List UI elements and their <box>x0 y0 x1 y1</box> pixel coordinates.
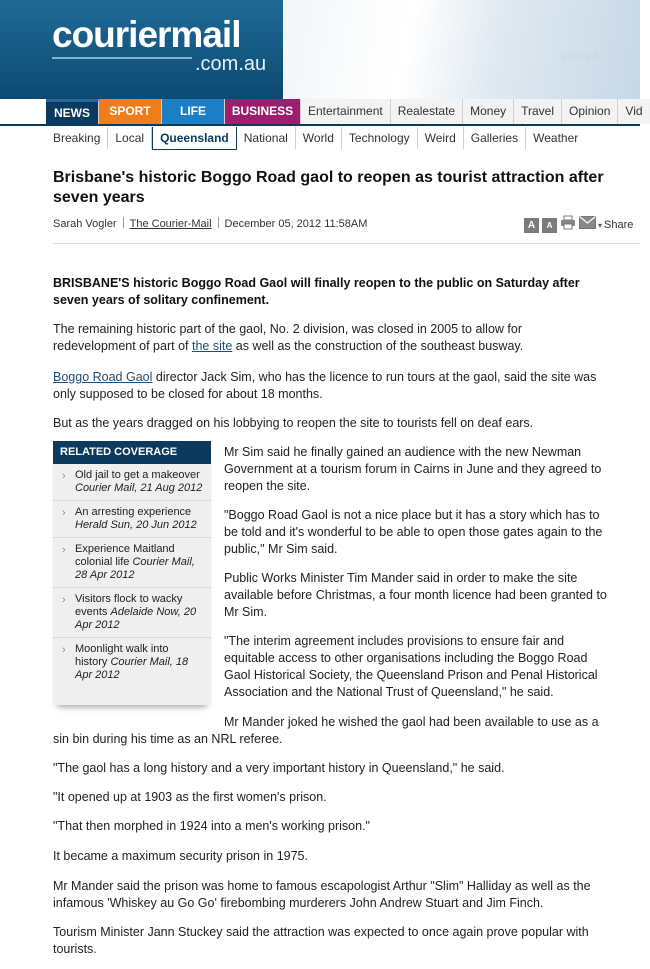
subnav-local[interactable]: Local <box>108 127 152 149</box>
nav-travel[interactable]: Travel <box>514 99 562 124</box>
paragraph-text: The remaining historic part of the gaol, No. 2 division, was closed in 2005 to allow for redevelopment of part of <box>53 322 522 353</box>
related-item-title[interactable]: Experience Maitland colonial life <box>75 543 175 568</box>
logo-sub-text: .com.au <box>195 53 267 75</box>
nav-video[interactable]: Vid <box>618 99 649 124</box>
chevron-right-icon: › <box>62 594 66 606</box>
related-item[interactable] <box>53 588 211 638</box>
print-icon[interactable] <box>560 215 576 235</box>
chevron-right-icon: › <box>62 544 66 556</box>
nav-business[interactable]: BUSINESS <box>225 99 301 124</box>
sub-nav <box>46 127 585 151</box>
chevron-right-icon: › <box>62 470 66 482</box>
article-date: December 05, 2012 11:58AM <box>224 218 368 230</box>
chevron-right-icon: › <box>62 644 66 656</box>
related-item-source: Adelaide Now, 20 Apr 2012 <box>75 606 197 631</box>
site-logo[interactable] <box>52 14 267 75</box>
the-site-link[interactable]: the site <box>191 339 233 353</box>
boggo-road-gaol-link[interactable]: Boggo Road Gaol <box>53 370 153 384</box>
article-paragraph: "It opened up at 1903 as the first women's prison. <box>53 790 327 804</box>
increase-font-button[interactable]: A <box>524 218 539 233</box>
logo-underline <box>52 57 192 59</box>
nav-realestate[interactable]: Realestate <box>391 99 463 124</box>
paragraph-text: as well as the construction of the southeast busway. <box>232 339 524 353</box>
nav-life[interactable]: LIFE <box>162 99 225 124</box>
email-icon[interactable] <box>579 216 596 234</box>
decrease-font-button[interactable]: A <box>542 218 557 233</box>
related-item-title[interactable]: Visitors flock to wacky events <box>75 593 183 618</box>
subnav-breaking[interactable]: Breaking <box>46 127 108 149</box>
related-coverage-heading: RELATED COVERAGE <box>53 441 211 464</box>
article-paragraph: "The interim agreement includes provisions to ensure fair and equitable access to other organisations including the Boggo Road Gaol Historical Society, the Queensland Prison and Penal Historical Association and the National Trust of Queensland," he said. <box>224 634 598 699</box>
article-author: Sarah Vogler <box>53 218 117 230</box>
header-banner-image <box>283 0 640 99</box>
article-byline <box>53 217 367 230</box>
article-paragraph: "Boggo Road Gaol is not a nice place but it has a story which has to be told and it's wonderful to be able to open those gates again to the public," Mr Sim said. <box>224 508 603 556</box>
subnav-queensland[interactable]: Queensland <box>152 127 237 150</box>
nav-entertainment[interactable]: Entertainment <box>301 99 391 124</box>
subnav-national[interactable]: National <box>237 127 296 149</box>
subnav-weather[interactable]: Weather <box>533 131 579 145</box>
related-item[interactable] <box>53 464 211 501</box>
nav-opinion[interactable]: Opinion <box>562 99 618 124</box>
article-paragraph: Mr Sim said he finally gained an audience with the new Newman Government at a tourism forum in Cairns in June and they agreed to reopen the site. <box>224 445 602 493</box>
related-coverage-box <box>53 441 211 705</box>
article-source-link[interactable]: The Courier-Mail <box>129 218 212 230</box>
site-header <box>0 0 640 99</box>
article-paragraph <box>53 321 608 355</box>
main-nav <box>46 99 650 124</box>
related-item[interactable] <box>53 638 211 687</box>
nav-money[interactable]: Money <box>463 99 514 124</box>
article-paragraph: Public Works Minister Tim Mander said in order to make the site available before Christmas, a four month licence had been granted to Mr Sim. <box>224 571 607 619</box>
nav-news[interactable]: NEWS <box>46 99 99 124</box>
related-item-source: Courier Mail, 18 Apr 2012 <box>75 656 189 681</box>
nav-sport[interactable]: SPORT <box>99 99 162 124</box>
header-rule <box>53 243 640 244</box>
related-item-title[interactable]: Moonlight walk into history <box>75 643 169 668</box>
share-icon[interactable]: ▾ <box>598 220 603 230</box>
chevron-right-icon: › <box>62 507 66 519</box>
article-paragraph: "The gaol has a long history and a very important history in Queensland," he said. <box>53 761 505 775</box>
article-headline: Brisbane's historic Boggo Road gaol to reopen as tourist attraction after seven years <box>53 169 604 206</box>
related-item-source: Courier Mail, 21 Aug 2012 <box>75 482 203 494</box>
related-item-title[interactable]: An arresting experience <box>75 506 192 518</box>
paragraph-text: director Jack Sim, who has the licence to run tours at the gaol, said the site was only supposed to be closed for about 18 months. <box>53 370 597 401</box>
related-item-source: Courier Mail, 28 Apr 2012 <box>75 556 195 581</box>
subnav-technology[interactable]: Technology <box>342 127 418 149</box>
article-paragraph <box>53 369 608 403</box>
article-paragraph: Tourism Minister Jann Stuckey said the attraction was expected to once again prove popular with tourists. <box>53 925 589 956</box>
byline-separator <box>218 217 219 228</box>
article-paragraph: Mr Mander joked he wished the gaol had been available to use as a sin bin during his time as an NRL referee. <box>53 715 599 746</box>
article-intro: BRISBANE'S historic Boggo Road Gaol will finally reopen to the public on Saturday after seven years of solitary confinement. <box>53 276 580 307</box>
subnav-weird[interactable]: Weird <box>418 127 464 149</box>
subnav-galleries[interactable]: Galleries <box>464 127 526 149</box>
article-paragraph: "That then morphed in 1924 into a men's working prison." <box>53 819 370 833</box>
article-paragraph: Mr Mander said the prison was home to famous escapologist Arthur "Slim" Halliday as well as the infamous 'Whiskey au Go Go' firebombing murderers John Andrew Stuart and Jim Finch. <box>53 879 591 910</box>
share-button[interactable]: Share <box>604 219 634 231</box>
related-item[interactable] <box>53 501 211 538</box>
nav-divider <box>0 124 640 126</box>
logo-main-text: couriermail <box>52 14 241 55</box>
article-paragraph: But as the years dragged on his lobbying to reopen the site to tourists fell on deaf ears. <box>53 416 534 430</box>
related-item[interactable] <box>53 538 211 588</box>
article-paragraph: It became a maximum security prison in 1975. <box>53 849 308 863</box>
byline-separator <box>123 217 124 228</box>
related-item-source: Herald Sun, 20 Jun 2012 <box>75 519 197 531</box>
article-tools <box>524 215 633 235</box>
subnav-world[interactable]: World <box>296 127 342 149</box>
banner-ghost-text: united <box>561 48 600 63</box>
related-item-title[interactable]: Old jail to get a makeover <box>75 469 200 481</box>
